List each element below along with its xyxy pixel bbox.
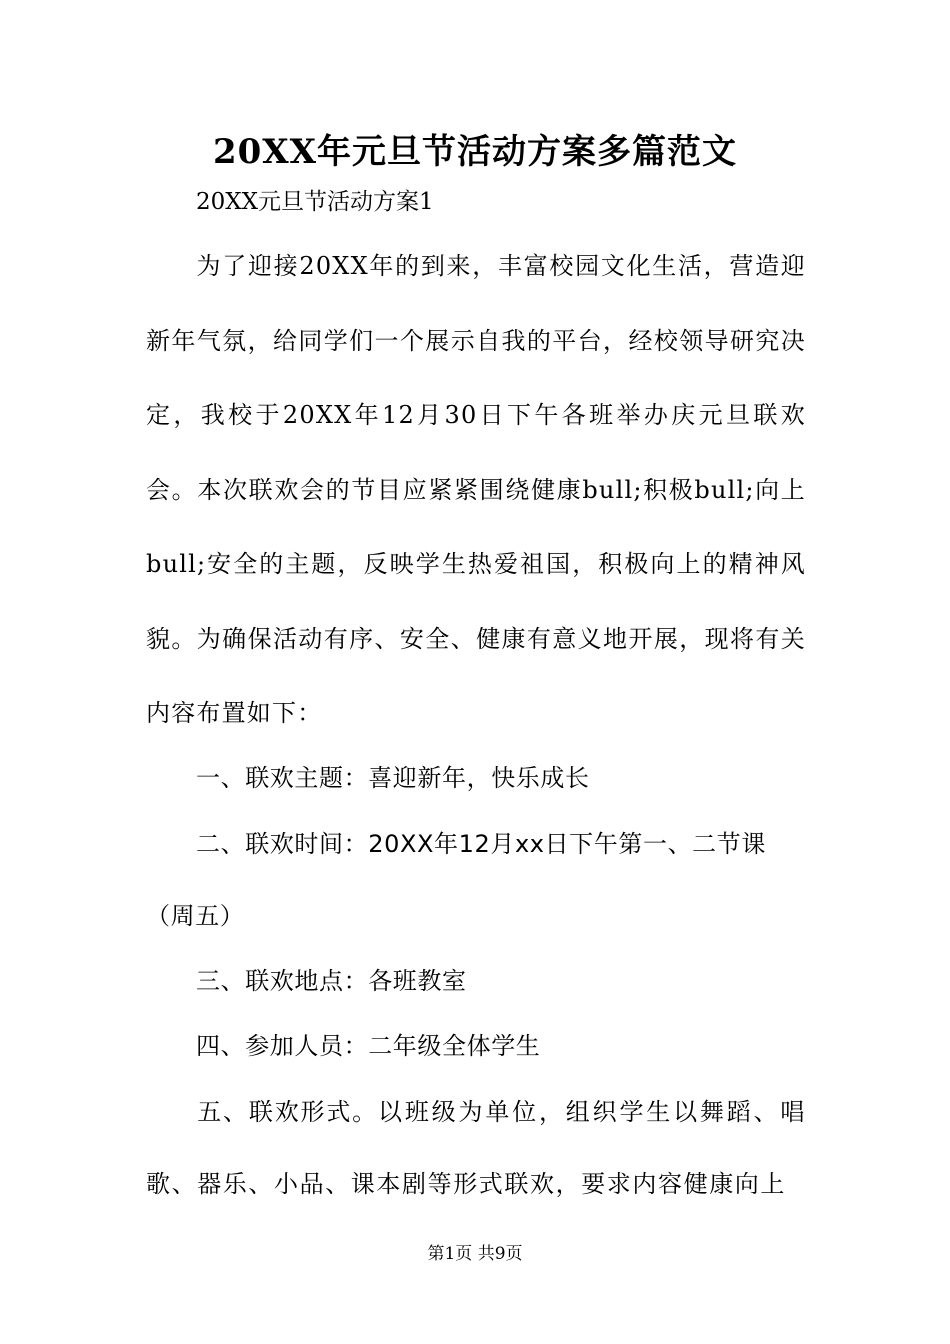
page-indicator: 第1页 共9页 xyxy=(427,1244,523,1264)
item-theme-text: 一、联欢主题：喜迎新年，快乐成长 xyxy=(196,764,590,792)
item-location-text: 三、联欢地点：各班教室 xyxy=(196,967,467,995)
item-theme xyxy=(146,745,806,811)
item-time-text: 二、联欢时间：20XX年12月xx日下午第一、二节课（周五） xyxy=(146,830,766,930)
item-participants-text: 四、参加人员：二年级全体学生 xyxy=(196,1032,541,1060)
item-format-text: 以班级为单位，组织学生以舞蹈、唱歌、器乐、小品、课本剧等形式联欢，要求内容健康向上 xyxy=(146,1098,806,1198)
item-time xyxy=(146,808,806,952)
item-participants xyxy=(146,1013,806,1079)
document-title: 20XX年元旦节活动方案多篇范文 xyxy=(212,132,738,172)
item-format-label: 五、联欢形式。 xyxy=(196,1098,379,1126)
item-format xyxy=(146,1076,806,1220)
item-location xyxy=(146,948,806,1014)
intro-paragraph-text: 为了迎接20XX年的到来，丰富校园文化生活，营造迎新年气氛，给同学们一个展示自我的平台，经校领导研究决定，我校于20XX年12月30日下午各班举办庆元旦联欢会。本次联欢会的节目应紧紧围绕健康bull;积极bull;向上bull;安全的主题，反映学生热爱祖国，积极向上的精神风貌。为确保活动有序、安全、健康有意义地开展，现将有关内容布置如下： xyxy=(146,252,806,727)
intro-paragraph xyxy=(146,229,806,751)
section-heading: 20XX元旦节活动方案1 xyxy=(196,189,434,215)
